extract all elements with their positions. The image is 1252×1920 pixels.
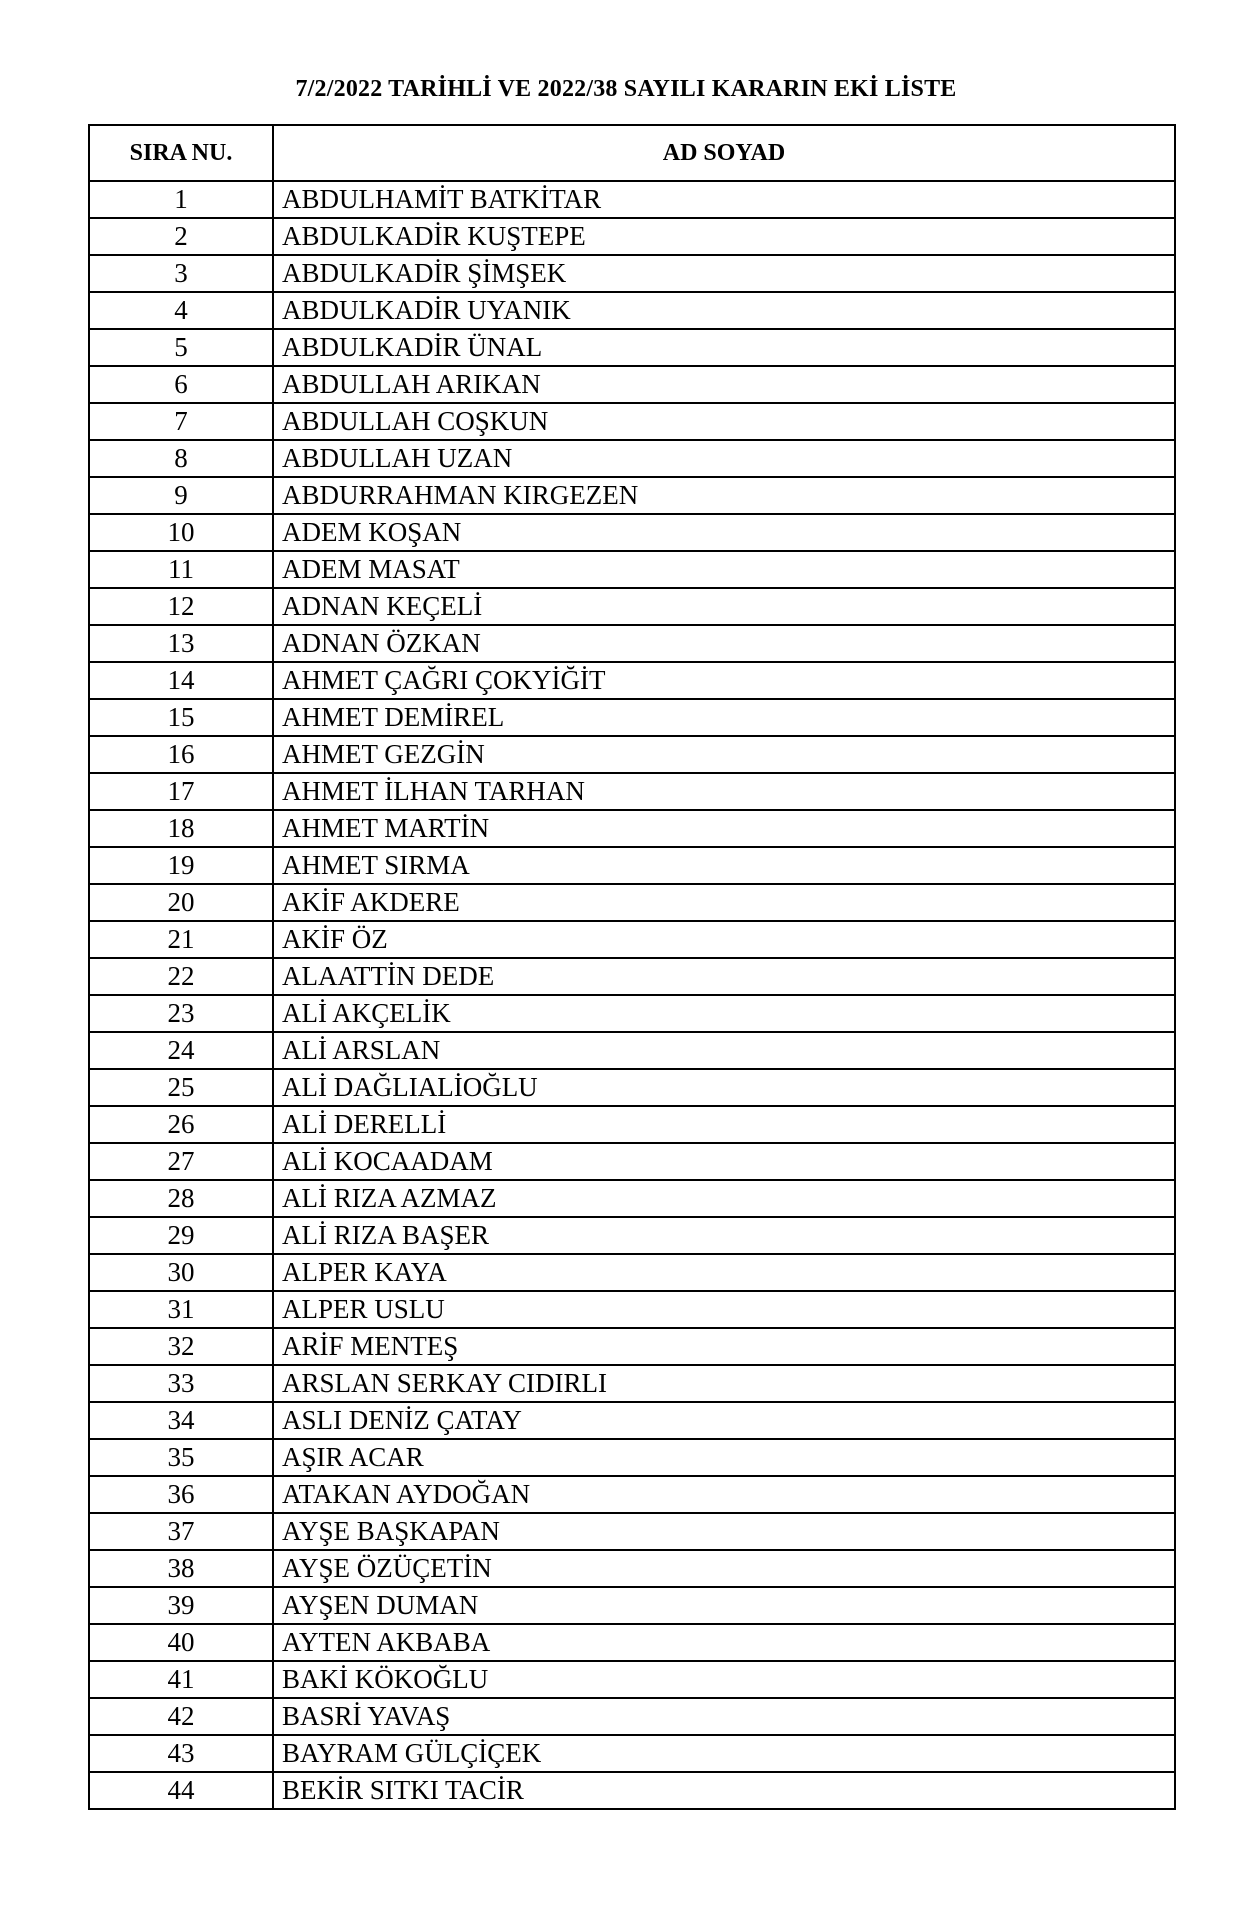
row-full-name: BEKİR SITKI TACİR <box>273 1772 1175 1809</box>
row-full-name: ATAKAN AYDOĞAN <box>273 1476 1175 1513</box>
row-full-name: BAYRAM GÜLÇİÇEK <box>273 1735 1175 1772</box>
row-full-name: ABDULHAMİT BATKİTAR <box>273 181 1175 218</box>
row-number: 4 <box>89 292 273 329</box>
table-row <box>89 810 1175 847</box>
table-row <box>89 1661 1175 1698</box>
row-number: 6 <box>89 366 273 403</box>
row-full-name: ADNAN KEÇELİ <box>273 588 1175 625</box>
row-full-name: ALİ DERELLİ <box>273 1106 1175 1143</box>
row-number: 31 <box>89 1291 273 1328</box>
row-full-name: ABDULKADİR KUŞTEPE <box>273 218 1175 255</box>
table-row <box>89 1513 1175 1550</box>
row-full-name: ABDULKADİR ŞİMŞEK <box>273 255 1175 292</box>
row-full-name: AHMET MARTİN <box>273 810 1175 847</box>
row-full-name: AHMET ÇAĞRI ÇOKYİĞİT <box>273 662 1175 699</box>
row-number: 29 <box>89 1217 273 1254</box>
row-number: 39 <box>89 1587 273 1624</box>
row-number: 2 <box>89 218 273 255</box>
row-full-name: AHMET GEZGİN <box>273 736 1175 773</box>
row-full-name: ALİ KOCAADAM <box>273 1143 1175 1180</box>
table-header-row <box>89 125 1175 181</box>
row-number: 19 <box>89 847 273 884</box>
row-number: 17 <box>89 773 273 810</box>
table-row <box>89 1402 1175 1439</box>
name-list-table <box>88 124 1176 1810</box>
table-row <box>89 1032 1175 1069</box>
row-full-name: ABDULLAH UZAN <box>273 440 1175 477</box>
column-header-sira-nu: SIRA NU. <box>89 125 273 181</box>
row-full-name: BASRİ YAVAŞ <box>273 1698 1175 1735</box>
row-full-name: ADEM KOŞAN <box>273 514 1175 551</box>
row-full-name: BAKİ KÖKOĞLU <box>273 1661 1175 1698</box>
document-title: 7/2/2022 TARİHLİ VE 2022/38 SAYILI KARARIN EKİ LİSTE <box>295 76 957 102</box>
row-number: 42 <box>89 1698 273 1735</box>
table-row <box>89 958 1175 995</box>
table-row <box>89 1217 1175 1254</box>
row-number: 11 <box>89 551 273 588</box>
row-full-name: AKİF ÖZ <box>273 921 1175 958</box>
table-row <box>89 1772 1175 1809</box>
row-number: 41 <box>89 1661 273 1698</box>
row-number: 12 <box>89 588 273 625</box>
row-full-name: AHMET İLHAN TARHAN <box>273 773 1175 810</box>
row-full-name: AYŞE ÖZÜÇETİN <box>273 1550 1175 1587</box>
row-full-name: ALİ DAĞLIALİOĞLU <box>273 1069 1175 1106</box>
row-full-name: ABDULKADİR UYANIK <box>273 292 1175 329</box>
table-row <box>89 847 1175 884</box>
table-row <box>89 1291 1175 1328</box>
row-number: 18 <box>89 810 273 847</box>
row-number: 35 <box>89 1439 273 1476</box>
table-row <box>89 699 1175 736</box>
row-number: 34 <box>89 1402 273 1439</box>
row-number: 27 <box>89 1143 273 1180</box>
row-number: 22 <box>89 958 273 995</box>
row-number: 21 <box>89 921 273 958</box>
row-full-name: AYTEN AKBABA <box>273 1624 1175 1661</box>
row-number: 36 <box>89 1476 273 1513</box>
row-full-name: ALİ ARSLAN <box>273 1032 1175 1069</box>
row-number: 13 <box>89 625 273 662</box>
row-number: 30 <box>89 1254 273 1291</box>
table-row <box>89 218 1175 255</box>
row-full-name: ABDURRAHMAN KIRGEZEN <box>273 477 1175 514</box>
table-row <box>89 403 1175 440</box>
table-row <box>89 1439 1175 1476</box>
row-full-name: ALAATTİN DEDE <box>273 958 1175 995</box>
table-row <box>89 292 1175 329</box>
table-row <box>89 884 1175 921</box>
row-number: 32 <box>89 1328 273 1365</box>
table-row <box>89 551 1175 588</box>
row-number: 16 <box>89 736 273 773</box>
row-full-name: ASLI DENİZ ÇATAY <box>273 1402 1175 1439</box>
table-row <box>89 995 1175 1032</box>
row-number: 44 <box>89 1772 273 1809</box>
row-full-name: AŞIR ACAR <box>273 1439 1175 1476</box>
table-row <box>89 588 1175 625</box>
row-number: 24 <box>89 1032 273 1069</box>
row-full-name: ABDULLAH COŞKUN <box>273 403 1175 440</box>
table-row <box>89 921 1175 958</box>
table-row <box>89 477 1175 514</box>
table-row <box>89 625 1175 662</box>
row-full-name: AHMET DEMİREL <box>273 699 1175 736</box>
table-row <box>89 1550 1175 1587</box>
table-row <box>89 1624 1175 1661</box>
row-number: 9 <box>89 477 273 514</box>
table-row <box>89 1735 1175 1772</box>
table-row <box>89 1180 1175 1217</box>
row-number: 14 <box>89 662 273 699</box>
table-row <box>89 1143 1175 1180</box>
row-full-name: AHMET SIRMA <box>273 847 1175 884</box>
table-row <box>89 1698 1175 1735</box>
table-row <box>89 662 1175 699</box>
row-number: 25 <box>89 1069 273 1106</box>
row-full-name: ALİ AKÇELİK <box>273 995 1175 1032</box>
row-number: 43 <box>89 1735 273 1772</box>
row-number: 28 <box>89 1180 273 1217</box>
row-number: 23 <box>89 995 273 1032</box>
row-full-name: ARİF MENTEŞ <box>273 1328 1175 1365</box>
row-number: 15 <box>89 699 273 736</box>
table-row <box>89 1069 1175 1106</box>
table-row <box>89 1254 1175 1291</box>
row-number: 40 <box>89 1624 273 1661</box>
row-full-name: AYŞE BAŞKAPAN <box>273 1513 1175 1550</box>
row-full-name: ALPER KAYA <box>273 1254 1175 1291</box>
table-row <box>89 329 1175 366</box>
table-row <box>89 773 1175 810</box>
table-row <box>89 181 1175 218</box>
table-row <box>89 255 1175 292</box>
row-number: 20 <box>89 884 273 921</box>
row-number: 10 <box>89 514 273 551</box>
column-header-ad-soyad: AD SOYAD <box>273 125 1175 181</box>
row-number: 5 <box>89 329 273 366</box>
row-number: 3 <box>89 255 273 292</box>
row-full-name: AYŞEN DUMAN <box>273 1587 1175 1624</box>
row-number: 26 <box>89 1106 273 1143</box>
table-row <box>89 366 1175 403</box>
table-row <box>89 1106 1175 1143</box>
row-full-name: ALPER USLU <box>273 1291 1175 1328</box>
row-number: 8 <box>89 440 273 477</box>
table-row <box>89 736 1175 773</box>
row-number: 38 <box>89 1550 273 1587</box>
table-row <box>89 1328 1175 1365</box>
table-row <box>89 1587 1175 1624</box>
row-full-name: AKİF AKDERE <box>273 884 1175 921</box>
table-row <box>89 1365 1175 1402</box>
row-number: 7 <box>89 403 273 440</box>
row-full-name: ADNAN ÖZKAN <box>273 625 1175 662</box>
row-number: 37 <box>89 1513 273 1550</box>
row-full-name: ABDULLAH ARIKAN <box>273 366 1175 403</box>
table-body <box>89 181 1175 1809</box>
row-number: 33 <box>89 1365 273 1402</box>
table-row <box>89 514 1175 551</box>
row-full-name: ABDULKADİR ÜNAL <box>273 329 1175 366</box>
table-row <box>89 440 1175 477</box>
row-full-name: ALİ RIZA AZMAZ <box>273 1180 1175 1217</box>
row-number: 1 <box>89 181 273 218</box>
row-full-name: ARSLAN SERKAY CIDIRLI <box>273 1365 1175 1402</box>
table-row <box>89 1476 1175 1513</box>
row-full-name: ALİ RIZA BAŞER <box>273 1217 1175 1254</box>
row-full-name: ADEM MASAT <box>273 551 1175 588</box>
